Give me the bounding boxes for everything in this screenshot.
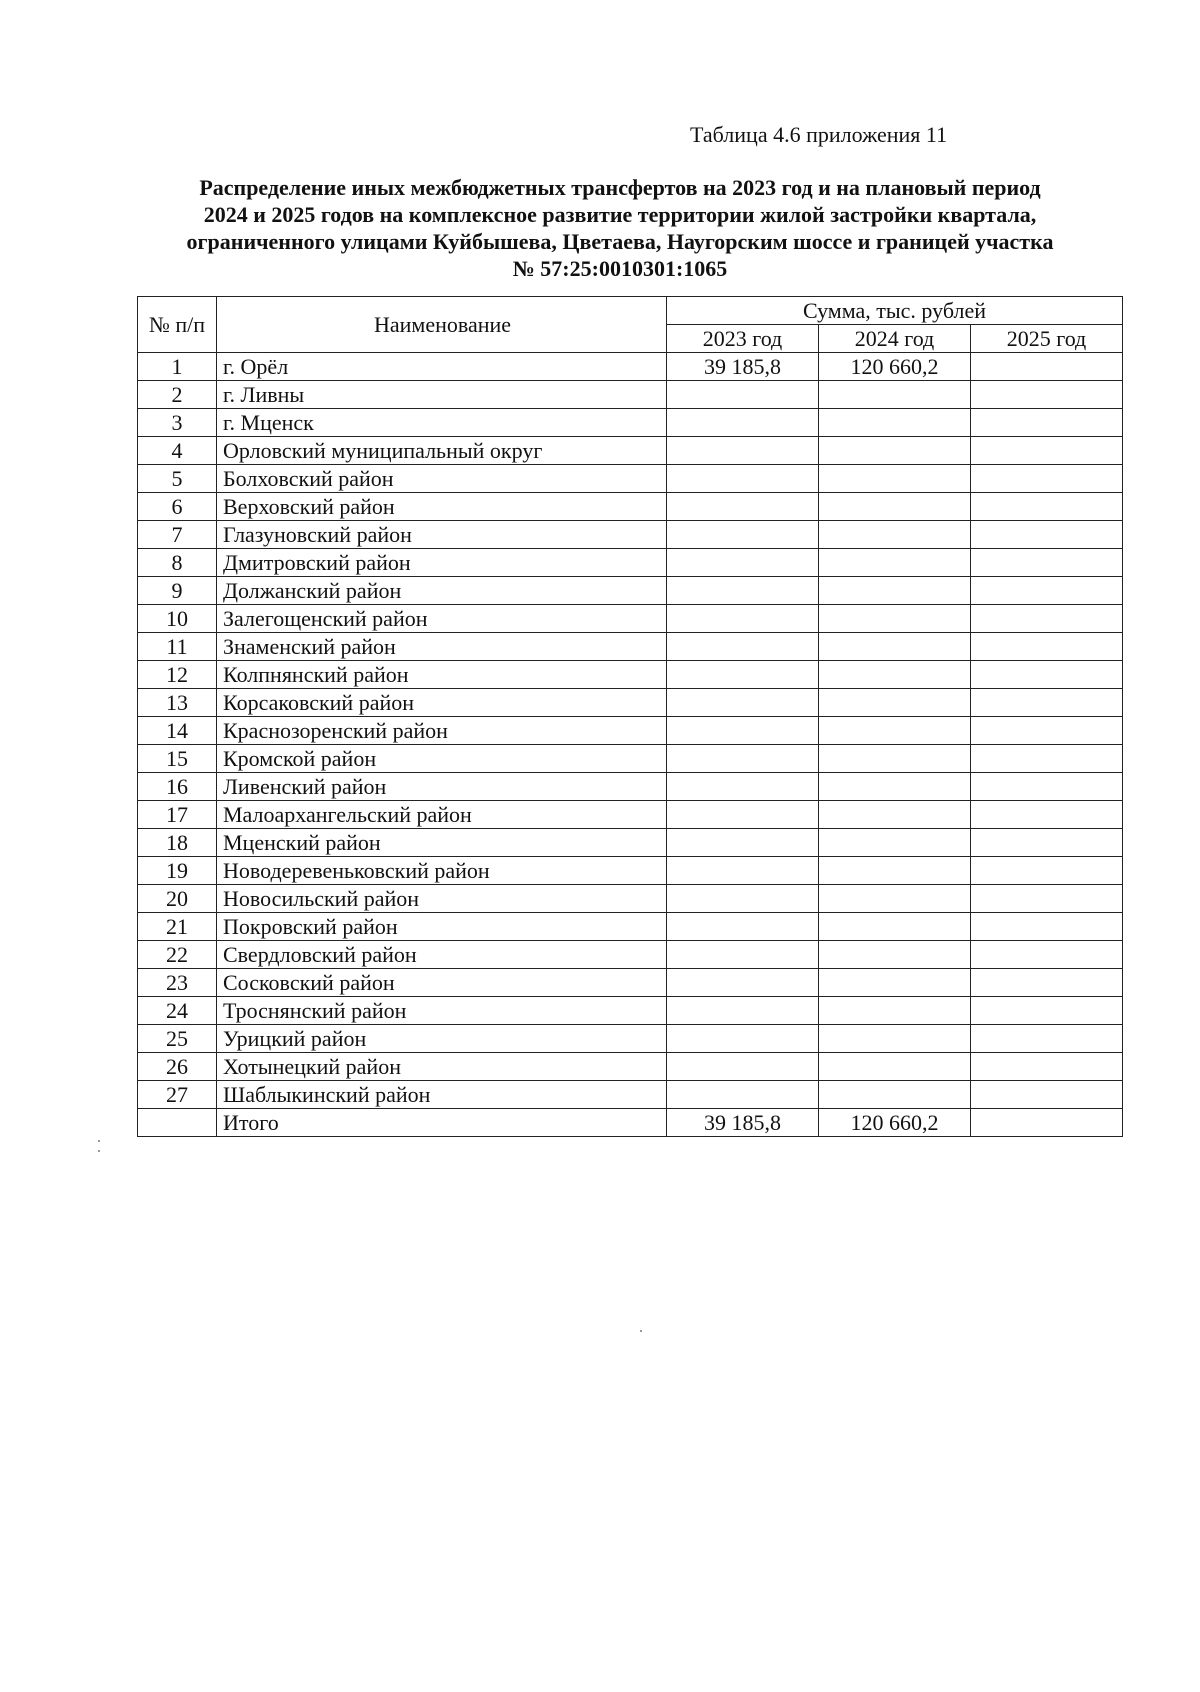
row-value-2023 <box>667 381 819 409</box>
row-value-2025 <box>971 801 1123 829</box>
row-value-2025 <box>971 885 1123 913</box>
row-name: Шаблыкинский район <box>217 1081 667 1109</box>
table-row <box>138 549 1123 577</box>
header-year-2023: 2023 год <box>667 325 819 353</box>
row-value-2024 <box>819 941 971 969</box>
row-name: Троснянский район <box>217 997 667 1025</box>
row-num: 18 <box>138 829 217 857</box>
scan-speck <box>98 1140 100 1142</box>
row-value-2025 <box>971 689 1123 717</box>
row-value-2023 <box>667 1053 819 1081</box>
row-num: 17 <box>138 801 217 829</box>
header-num: № п/п <box>138 297 217 353</box>
row-num: 19 <box>138 857 217 885</box>
row-name: Орловский муниципальный округ <box>217 437 667 465</box>
row-value-2024 <box>819 1053 971 1081</box>
row-value-2023 <box>667 521 819 549</box>
row-value-2025 <box>971 633 1123 661</box>
row-name: Покровский район <box>217 913 667 941</box>
row-value-2024 <box>819 521 971 549</box>
row-value-2023 <box>667 409 819 437</box>
row-value-2024 <box>819 605 971 633</box>
row-num: 13 <box>138 689 217 717</box>
table-row <box>138 801 1123 829</box>
row-value-2023 <box>667 1081 819 1109</box>
row-value-2024 <box>819 465 971 493</box>
row-value-2023: 39 185,8 <box>667 353 819 381</box>
row-value-2025 <box>971 493 1123 521</box>
row-value-2025 <box>971 409 1123 437</box>
row-num: 22 <box>138 941 217 969</box>
table-reference: Таблица 4.6 приложения 11 <box>690 122 948 147</box>
row-value-2024 <box>819 689 971 717</box>
row-name: Верховский район <box>217 493 667 521</box>
row-name: Должанский район <box>217 577 667 605</box>
row-num: 7 <box>138 521 217 549</box>
row-num: 5 <box>138 465 217 493</box>
row-value-2024 <box>819 577 971 605</box>
scan-speck <box>640 1330 642 1332</box>
table-row <box>138 437 1123 465</box>
row-value-2024 <box>819 997 971 1025</box>
row-value-2025 <box>971 941 1123 969</box>
header-sum: Сумма, тыс. рублей <box>667 297 1123 325</box>
table-row <box>138 913 1123 941</box>
row-value-2023 <box>667 633 819 661</box>
row-value-2025 <box>971 745 1123 773</box>
row-num: 12 <box>138 661 217 689</box>
row-value-2024 <box>819 493 971 521</box>
title-line: Распределение иных межбюджетных трансфертов на 2023 год и на плановый период <box>199 175 1041 200</box>
row-value-2023 <box>667 857 819 885</box>
row-name: Урицкий район <box>217 1025 667 1053</box>
row-name: Хотынецкий район <box>217 1053 667 1081</box>
row-value-2025 <box>971 381 1123 409</box>
row-value-2025 <box>971 605 1123 633</box>
row-name: Знаменский район <box>217 633 667 661</box>
total-2025 <box>971 1109 1123 1137</box>
row-name: Сосковский район <box>217 969 667 997</box>
row-value-2023 <box>667 829 819 857</box>
row-value-2024 <box>819 381 971 409</box>
row-name: Свердловский район <box>217 941 667 969</box>
title-line: ограниченного улицами Куйбышева, Цветаева, Наугорским шоссе и границей участка <box>186 229 1054 254</box>
row-value-2023 <box>667 997 819 1025</box>
row-value-2024 <box>819 437 971 465</box>
table-row <box>138 1081 1123 1109</box>
total-row <box>138 1109 1123 1137</box>
row-value-2025 <box>971 549 1123 577</box>
row-num: 14 <box>138 717 217 745</box>
table-row <box>138 465 1123 493</box>
table-row <box>138 1025 1123 1053</box>
table-row <box>138 969 1123 997</box>
row-value-2024: 120 660,2 <box>819 353 971 381</box>
row-num: 27 <box>138 1081 217 1109</box>
row-value-2025 <box>971 913 1123 941</box>
header-year-2024: 2024 год <box>819 325 971 353</box>
total-2024: 120 660,2 <box>819 1109 971 1137</box>
table-row <box>138 717 1123 745</box>
row-num: 20 <box>138 885 217 913</box>
row-name: Малоархангельский район <box>217 801 667 829</box>
row-value-2023 <box>667 941 819 969</box>
row-name: Колпнянский район <box>217 661 667 689</box>
row-name: Дмитровский район <box>217 549 667 577</box>
table-row <box>138 605 1123 633</box>
row-num: 8 <box>138 549 217 577</box>
table-row <box>138 885 1123 913</box>
row-value-2024 <box>819 1025 971 1053</box>
row-value-2023 <box>667 493 819 521</box>
row-num: 15 <box>138 745 217 773</box>
table-row <box>138 353 1123 381</box>
row-value-2024 <box>819 1081 971 1109</box>
row-value-2023 <box>667 577 819 605</box>
table-body <box>138 353 1123 1109</box>
title-line: № 57:25:0010301:1065 <box>512 256 728 281</box>
row-value-2024 <box>819 717 971 745</box>
row-name: Краснозоренский район <box>217 717 667 745</box>
row-value-2025 <box>971 437 1123 465</box>
row-value-2023 <box>667 465 819 493</box>
row-value-2025 <box>971 577 1123 605</box>
table-row <box>138 577 1123 605</box>
row-num: 21 <box>138 913 217 941</box>
row-value-2024 <box>819 969 971 997</box>
row-value-2024 <box>819 549 971 577</box>
row-value-2024 <box>819 633 971 661</box>
total-num-cell <box>138 1109 217 1137</box>
row-value-2023 <box>667 549 819 577</box>
row-num: 9 <box>138 577 217 605</box>
table-row <box>138 661 1123 689</box>
table-row <box>138 857 1123 885</box>
row-num: 10 <box>138 605 217 633</box>
row-name: Мценский район <box>217 829 667 857</box>
table-row <box>138 633 1123 661</box>
row-value-2025 <box>971 661 1123 689</box>
table-row <box>138 941 1123 969</box>
row-value-2023 <box>667 801 819 829</box>
transfers-table <box>137 296 1123 1137</box>
row-value-2025 <box>971 1081 1123 1109</box>
row-value-2025 <box>971 969 1123 997</box>
row-value-2025 <box>971 521 1123 549</box>
scan-speck <box>98 1150 100 1152</box>
row-value-2024 <box>819 801 971 829</box>
row-name: Глазуновский район <box>217 521 667 549</box>
table-row <box>138 409 1123 437</box>
row-name: г. Орёл <box>217 353 667 381</box>
row-value-2024 <box>819 745 971 773</box>
row-value-2023 <box>667 913 819 941</box>
row-value-2025 <box>971 829 1123 857</box>
table-row <box>138 1053 1123 1081</box>
row-name: Залегощенский район <box>217 605 667 633</box>
row-value-2023 <box>667 1025 819 1053</box>
row-value-2023 <box>667 689 819 717</box>
row-value-2025 <box>971 465 1123 493</box>
row-name: Корсаковский район <box>217 689 667 717</box>
row-num: 11 <box>138 633 217 661</box>
row-value-2025 <box>971 1053 1123 1081</box>
table-row <box>138 381 1123 409</box>
row-value-2024 <box>819 857 971 885</box>
table-row <box>138 689 1123 717</box>
row-value-2023 <box>667 885 819 913</box>
title-line: 2024 и 2025 годов на комплексное развитие территории жилой застройки квартала, <box>203 202 1037 227</box>
row-value-2025 <box>971 1025 1123 1053</box>
row-value-2023 <box>667 969 819 997</box>
row-num: 26 <box>138 1053 217 1081</box>
row-value-2023 <box>667 773 819 801</box>
row-value-2024 <box>819 829 971 857</box>
row-num: 2 <box>138 381 217 409</box>
header-name: Наименование <box>217 297 667 353</box>
row-num: 25 <box>138 1025 217 1053</box>
row-name: Новодеревеньковский район <box>217 857 667 885</box>
row-num: 6 <box>138 493 217 521</box>
row-name: г. Ливны <box>217 381 667 409</box>
table-row <box>138 997 1123 1025</box>
row-num: 16 <box>138 773 217 801</box>
row-value-2024 <box>819 913 971 941</box>
header-row <box>138 297 1123 325</box>
row-value-2023 <box>667 605 819 633</box>
row-name: Ливенский район <box>217 773 667 801</box>
row-num: 23 <box>138 969 217 997</box>
row-value-2025 <box>971 997 1123 1025</box>
row-value-2023 <box>667 717 819 745</box>
row-value-2024 <box>819 409 971 437</box>
row-num: 1 <box>138 353 217 381</box>
table-row <box>138 773 1123 801</box>
row-name: Кромской район <box>217 745 667 773</box>
row-name: г. Мценск <box>217 409 667 437</box>
row-num: 3 <box>138 409 217 437</box>
row-value-2025 <box>971 717 1123 745</box>
total-label: Итого <box>217 1109 667 1137</box>
row-value-2025 <box>971 773 1123 801</box>
table-row <box>138 745 1123 773</box>
document-title <box>130 174 1110 282</box>
table-row <box>138 829 1123 857</box>
header-year-2025: 2025 год <box>971 325 1123 353</box>
row-value-2023 <box>667 437 819 465</box>
row-value-2024 <box>819 885 971 913</box>
row-value-2023 <box>667 745 819 773</box>
row-value-2024 <box>819 661 971 689</box>
row-value-2024 <box>819 773 971 801</box>
row-name: Новосильский район <box>217 885 667 913</box>
row-value-2025 <box>971 857 1123 885</box>
row-name: Болховский район <box>217 465 667 493</box>
row-num: 4 <box>138 437 217 465</box>
row-value-2025 <box>971 353 1123 381</box>
total-2023: 39 185,8 <box>667 1109 819 1137</box>
row-value-2023 <box>667 661 819 689</box>
table-row <box>138 493 1123 521</box>
table-row <box>138 521 1123 549</box>
row-num: 24 <box>138 997 217 1025</box>
